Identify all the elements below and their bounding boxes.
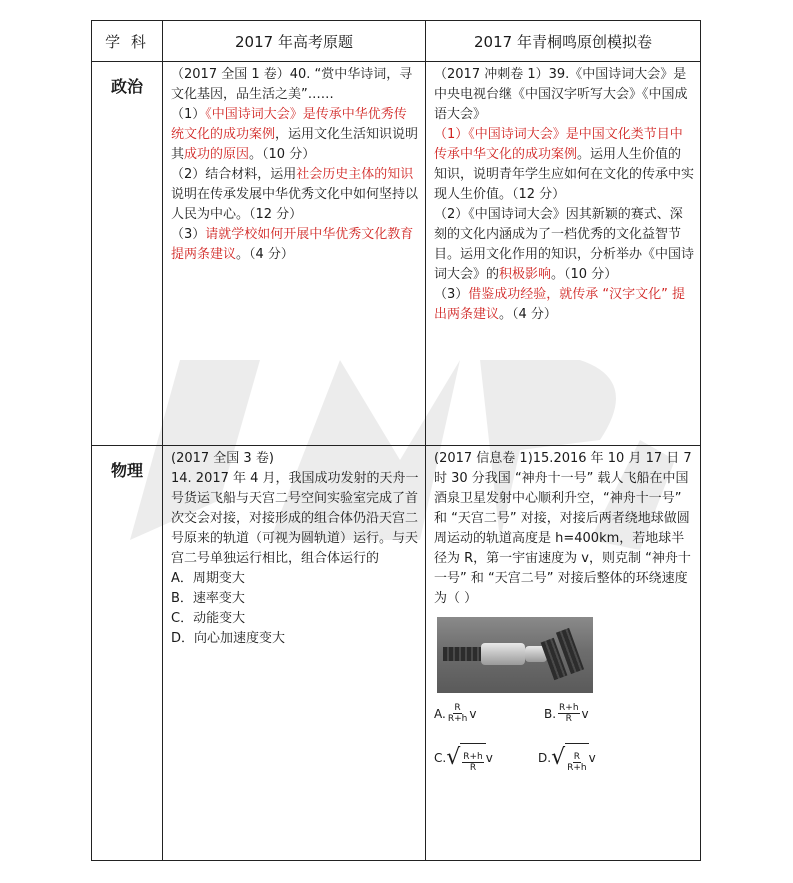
body-text: ，运用文化生活知识说明其 <box>171 127 419 162</box>
option-a: A．周期变大 <box>171 571 245 586</box>
politics-gaokao-q2 <box>171 165 419 225</box>
body-text: （2）《中国诗词大会》因其新颖的赛式、深刻的文化内涵成为了一档优秀的文化益智节目。运用文化作用的知识，分析举办《中国诗词大会》的 <box>434 207 695 282</box>
table-row-politics <box>92 62 701 446</box>
politics-mock-intro <box>434 65 694 125</box>
politics-gaokao-q1 <box>171 105 419 165</box>
choice-b: B. $\frac{R+h}{R}$ v <box>544 703 589 724</box>
physics-gaokao-cell <box>163 446 426 861</box>
highlight-text: 社会历史主体的知识 <box>296 167 414 182</box>
highlight-text: 成功的原因 <box>184 147 250 162</box>
highlight-text: 借鉴成功经验，就传承 “汉字文化” 提出两条建议 <box>434 287 686 322</box>
body-text: 。（10 分） <box>551 267 618 282</box>
body-text: （3） <box>171 227 206 242</box>
comparison-table <box>91 20 701 861</box>
option-b: B．速率变大 <box>171 591 245 606</box>
politics-gaokao-intro: （2017 全国 1 卷）40. “赏中华诗词，寻文化基因，品生活之美”…… <box>171 67 413 102</box>
table-row-physics <box>92 446 701 861</box>
option-d: D．向心加速度变大 <box>171 631 286 646</box>
spacecraft-photo <box>437 617 593 693</box>
subject-politics: 政治 <box>92 62 163 446</box>
highlight-text: 《中国诗词大会》是传承中华优秀传统文化的成功案例 <box>171 107 407 142</box>
politics-mock-cell <box>426 62 701 446</box>
body-text: 说明在传承发展中华优秀文化中如何坚持以人民为中心。（12 分） <box>171 187 419 222</box>
header-subject: 学 科 <box>92 21 163 62</box>
politics-gaokao-q3 <box>171 225 419 265</box>
table-header-row <box>92 21 701 62</box>
physics-gaokao-stem: 14. 2017 年 4 月，我国成功发射的天舟一号货运飞船与天宫二号空间实验室完成了首次交会对接，对接形成的组合体仍沿天宫二号原来的轨道（可视为圆轨道）运行。与天宫二号单独运行相比，组合体运行的 <box>171 471 419 566</box>
highlight-text: （1）《中国诗词大会》是中国文化类节目中传承中华文化的成功案例 <box>434 127 683 162</box>
physics-mock-cell <box>426 446 701 861</box>
body-text: 。（10 分） <box>249 147 316 162</box>
option-c: C．动能变大 <box>171 611 246 626</box>
highlight-text: 请就学校如何开展中华优秀文化教育提两条建议 <box>171 227 414 262</box>
body-text: 。（4 分） <box>236 247 294 262</box>
physics-mock-stem: (2017 信息卷 1)15.2016 年 10 月 17 日 7 时 30 分我国 “神舟十一号” 载人飞船在中国酒泉卫星发射中心顺利升空，“神舟十一号” 和 “天宫二号” 对接，对接后两者绕地球做圆周运动的轨道高度是 h=400km，若地球半径为 R，第一宇宙速度为 v，则克制 “神舟十一号” 和 “天宫二号” 对接后整体的环绕速度为（ ） <box>434 451 692 606</box>
choice-a: A. $\frac{R}{R+h}$ v <box>434 703 477 724</box>
choice-d: D. √ $\frac{R}{R+h}$ v <box>538 745 596 773</box>
body-text: （2017 冲刺卷 1）39.《中国诗词大会》是中央电视台继《中国汉字听写大会》《中国成语大会》 <box>434 67 688 122</box>
politics-mock-q2 <box>434 205 694 285</box>
physics-mock-choices <box>434 699 694 781</box>
politics-mock-q1 <box>434 125 694 205</box>
body-text: （2）结合材料，运用 <box>171 167 297 182</box>
body-text: （1） <box>171 107 206 122</box>
body-text: 。运用人生价值的知识，说明青年学生应如何在文化的传承中实现人生价值。（12 分） <box>434 147 695 202</box>
header-mock: 2017 年青桐鸣原创模拟卷 <box>426 21 701 62</box>
choice-c: C. √ $\frac{R+h}{R}$ v <box>434 745 493 773</box>
politics-gaokao-cell <box>163 62 426 446</box>
body-text: 。（4 分） <box>499 307 557 322</box>
subject-physics: 物理 <box>92 446 163 861</box>
body-text: （3） <box>434 287 469 302</box>
politics-mock-q3 <box>434 285 694 325</box>
physics-gaokao-options <box>171 569 419 649</box>
highlight-text: 积极影响 <box>499 267 552 282</box>
physics-gaokao-intro: (2017 全国 3 卷) <box>171 451 274 466</box>
header-gaokao: 2017 年高考原题 <box>163 21 426 62</box>
